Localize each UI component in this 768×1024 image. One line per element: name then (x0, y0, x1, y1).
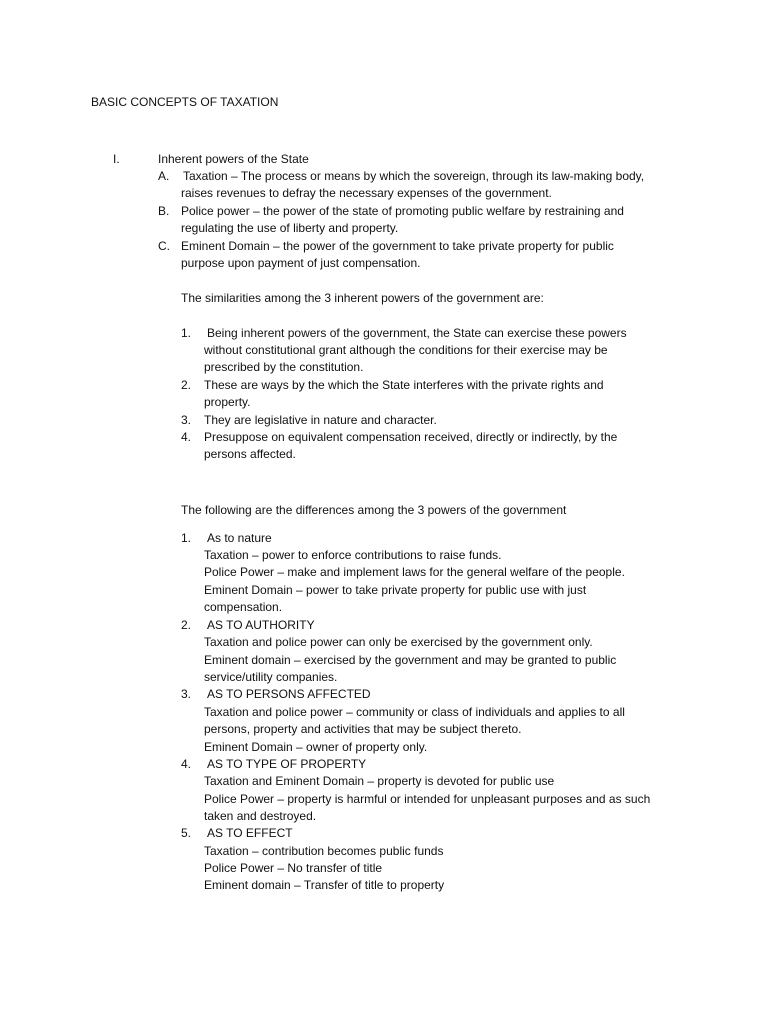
list-heading: AS TO EFFECT (207, 826, 293, 840)
list-line: without constitutional grant although the conditions for their exercise may be (204, 343, 608, 357)
list-number: 2. (181, 618, 192, 632)
list-heading: AS TO PERSONS AFFECTED (207, 687, 371, 701)
list-number: 4. (181, 757, 192, 771)
differences-intro: The following are the differences among the 3 powers of the government (181, 503, 567, 517)
item-letter: A. (158, 169, 170, 183)
list-line: prescribed by the constitution. (204, 360, 364, 374)
item-line: Taxation – The process or means by which the sovereign, through its law-making body, (183, 169, 645, 183)
section-heading: Inherent powers of the State (158, 152, 309, 166)
item-line: regulating the use of liberty and property. (181, 221, 399, 235)
item-line: Police power – the power of the state of promoting public welfare by restraining and (181, 204, 624, 218)
list-line: Eminent domain – Transfer of title to property (204, 878, 445, 892)
item-line: raises revenues to defray the necessary expenses of the government. (181, 186, 552, 200)
list-line: compensation. (204, 600, 283, 614)
list-line: persons affected. (204, 447, 296, 461)
list-heading: AS TO TYPE OF PROPERTY (207, 757, 367, 771)
list-number: 2. (181, 378, 192, 392)
list-line: taken and destroyed. (204, 809, 317, 823)
list-number: 1. (181, 531, 192, 545)
item-letter: B. (158, 204, 170, 218)
list-line: Taxation and police power – community or class of individuals and applies to all (204, 705, 625, 719)
list-line: property. (204, 395, 251, 409)
list-line: Eminent domain – exercised by the government and may be granted to public (204, 653, 617, 667)
list-line: service/utility companies. (204, 670, 338, 684)
document-title: BASIC CONCEPTS OF TAXATION (91, 95, 279, 109)
list-number: 3. (181, 687, 192, 701)
list-line: Eminent Domain – power to take private property for public use with just (204, 583, 587, 597)
list-line: Taxation – contribution becomes public funds (204, 844, 444, 858)
list-heading: AS TO AUTHORITY (207, 618, 315, 632)
item-line: purpose upon payment of just compensation. (181, 256, 421, 270)
list-line: Police Power – property is harmful or intended for unpleasant purposes and as such (204, 792, 651, 806)
list-line: They are legislative in nature and character. (204, 413, 437, 427)
item-line: Eminent Domain – the power of the government to take private property for public (181, 239, 614, 253)
list-number: 5. (181, 826, 192, 840)
list-line: Police Power – No transfer of title (204, 861, 383, 875)
section-numeral: I. (113, 152, 120, 166)
list-line: Eminent Domain – owner of property only. (204, 740, 428, 754)
list-number: 1. (181, 326, 192, 340)
list-line: Being inherent powers of the government, the State can exercise these powers (207, 326, 627, 340)
list-line: Police Power – make and implement laws for the general welfare of the people. (204, 565, 625, 579)
list-line: These are ways by the which the State interferes with the private rights and (204, 378, 604, 392)
list-line: persons, property and activities that may be subject thereto. (204, 722, 522, 736)
item-letter: C. (158, 239, 170, 253)
list-heading: As to nature (207, 531, 272, 545)
list-number: 4. (181, 430, 192, 444)
list-number: 3. (181, 413, 192, 427)
list-line: Presuppose on equivalent compensation received, directly or indirectly, by the (204, 430, 618, 444)
list-line: Taxation and police power can only be exercised by the government only. (204, 635, 593, 649)
list-line: Taxation – power to enforce contributions to raise funds. (204, 548, 502, 562)
list-line: Taxation and Eminent Domain – property is devoted for public use (204, 774, 555, 788)
similarities-intro: The similarities among the 3 inherent powers of the government are: (181, 291, 544, 305)
